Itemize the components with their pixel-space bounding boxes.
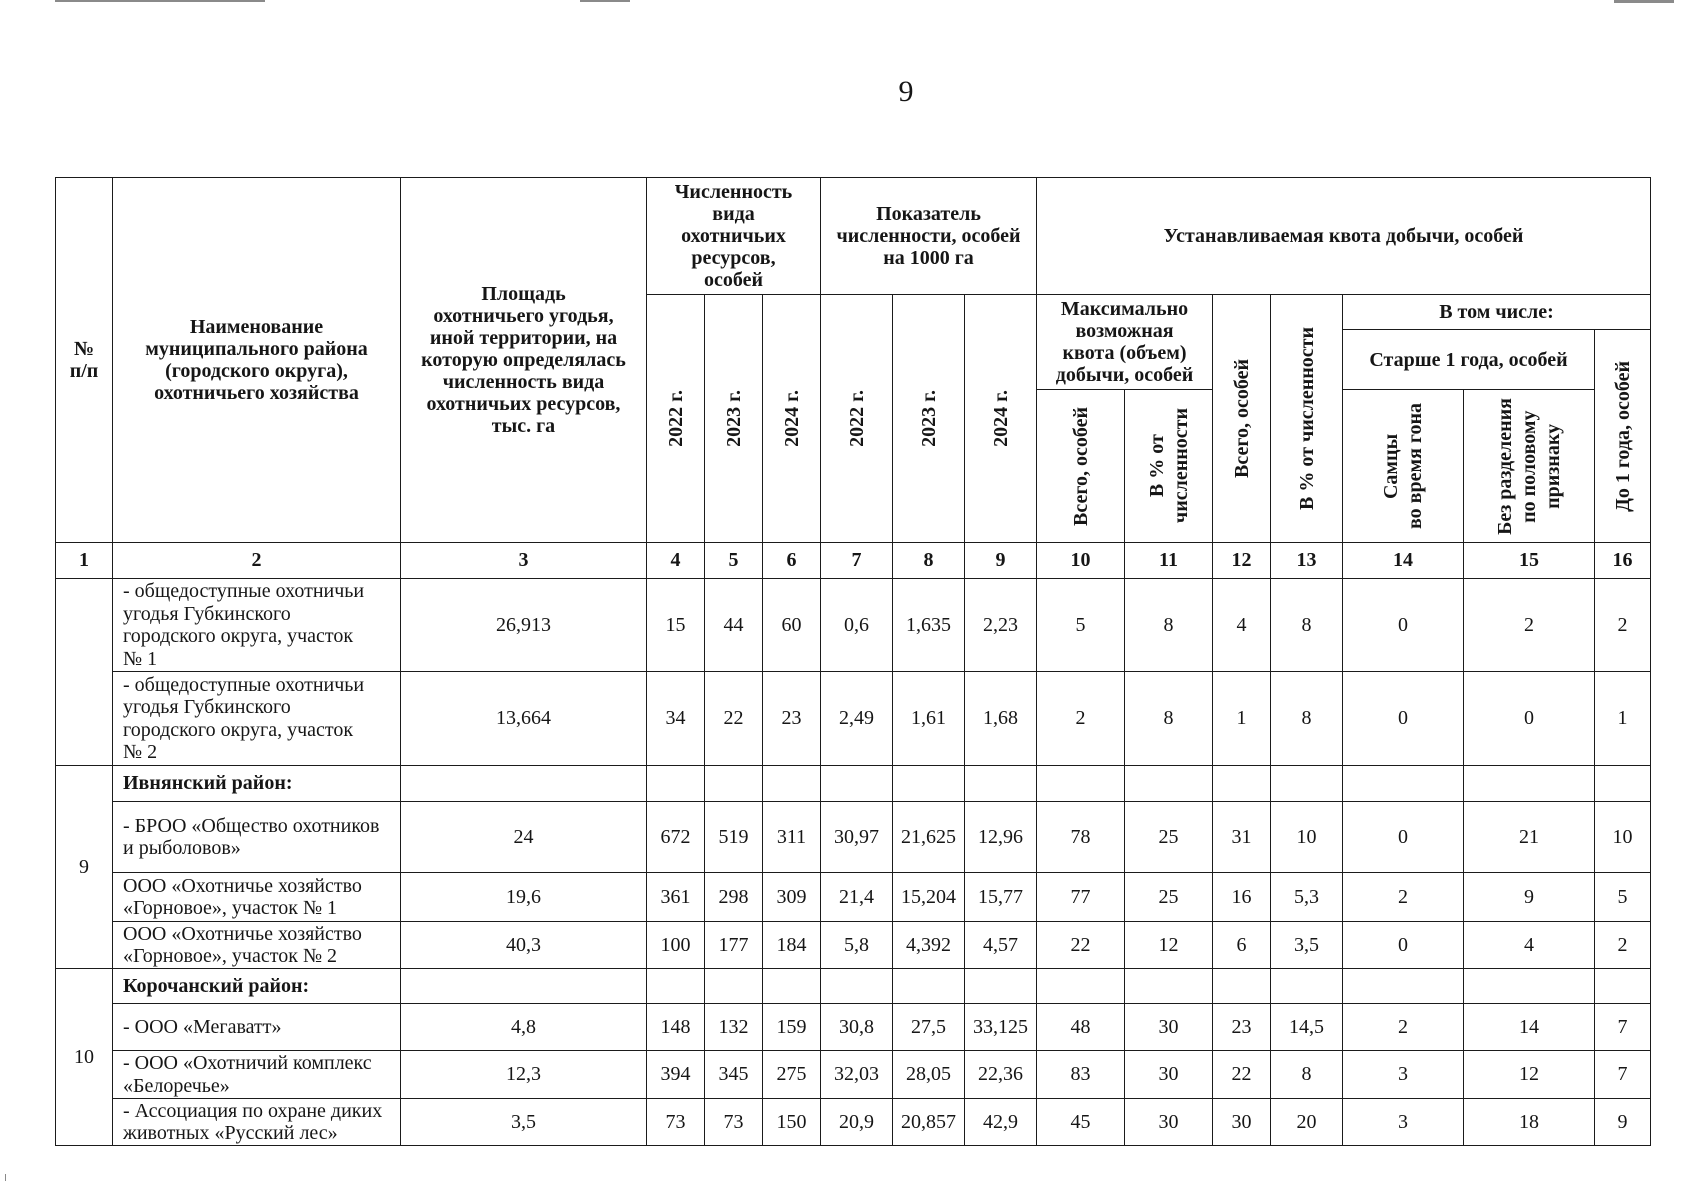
density-2024-cell: 22,36 <box>965 1051 1037 1099</box>
area-cell: 13,664 <box>401 672 647 766</box>
hunting-ground-name-cell: - Ассоциация по охране диких животных «Русский лес» <box>113 1099 401 1146</box>
hunting-ground-name-cell: ООО «Охотничье хозяйство «Горновое», участок № 1 <box>113 873 401 922</box>
column-number-cell: 8 <box>893 543 965 579</box>
density-2022-cell: 30,8 <box>821 1004 893 1051</box>
density-2024-cell: 2,23 <box>965 579 1037 672</box>
density-2023-cell: 27,5 <box>893 1004 965 1051</box>
column-number-cell: 5 <box>705 543 763 579</box>
header-year-label: 2024 г. <box>780 390 803 447</box>
group-number-cell: 9 <box>56 766 113 969</box>
population-2024-cell: 159 <box>763 1004 821 1051</box>
quota-total-cell: 23 <box>1213 1004 1271 1051</box>
column-number-cell: 13 <box>1271 543 1343 579</box>
population-2024-cell: 184 <box>763 922 821 969</box>
population-2023-cell: 44 <box>705 579 763 672</box>
population-2022-cell: 34 <box>647 672 705 766</box>
scan-edge-mark <box>580 0 630 2</box>
population-2022-cell: 73 <box>647 1099 705 1146</box>
scan-edge-mark <box>5 1174 6 1181</box>
district-name-cell: Корочанский район: <box>113 969 401 1004</box>
group-number-cell <box>56 579 113 766</box>
max-quota-total-cell <box>1037 969 1125 1004</box>
area-cell: 3,5 <box>401 1099 647 1146</box>
max-quota-percent-cell: 30 <box>1125 1004 1213 1051</box>
column-number-cell: 15 <box>1464 543 1595 579</box>
header-quota-percent-label: В % от численности <box>1295 327 1318 510</box>
quota-percent-cell <box>1271 969 1343 1004</box>
density-2024-cell: 4,57 <box>965 922 1037 969</box>
no-sex-division-cell <box>1464 969 1595 1004</box>
population-2022-cell <box>647 969 705 1004</box>
max-quota-percent-cell <box>1125 766 1213 802</box>
max-quota-total-cell: 77 <box>1037 873 1125 922</box>
population-2022-cell: 15 <box>647 579 705 672</box>
header-name: Наименование муниципального района (городского округа), охотничьего хозяйства <box>113 178 401 543</box>
population-2023-cell <box>705 969 763 1004</box>
header-no-sex-division <box>1464 390 1595 543</box>
header-quota-percent <box>1271 295 1343 543</box>
quota-percent-cell: 10 <box>1271 802 1343 873</box>
header-max-quota-percent <box>1125 390 1213 543</box>
header-quota-group: Устанавливаемая квота добычи, особей <box>1037 178 1651 295</box>
max-quota-total-cell: 48 <box>1037 1004 1125 1051</box>
area-cell: 19,6 <box>401 873 647 922</box>
column-number-cell: 9 <box>965 543 1037 579</box>
under-one-year-cell: 1 <box>1595 672 1651 766</box>
header-year-label: 2024 г. <box>989 390 1012 447</box>
max-quota-percent-cell: 25 <box>1125 873 1213 922</box>
males-rut-cell: 2 <box>1343 873 1464 922</box>
population-2022-cell: 100 <box>647 922 705 969</box>
header-under-one-year-label: До 1 года, особей <box>1611 360 1634 512</box>
district-name-cell: Ивнянский район: <box>113 766 401 802</box>
population-2024-cell: 309 <box>763 873 821 922</box>
column-number-cell: 4 <box>647 543 705 579</box>
area-cell: 40,3 <box>401 922 647 969</box>
population-2023-cell: 177 <box>705 922 763 969</box>
population-2022-cell: 394 <box>647 1051 705 1099</box>
density-2023-cell: 21,625 <box>893 802 965 873</box>
density-2024-cell: 33,125 <box>965 1004 1037 1051</box>
quota-percent-cell: 14,5 <box>1271 1004 1343 1051</box>
no-sex-division-cell <box>1464 766 1595 802</box>
density-2022-cell: 32,03 <box>821 1051 893 1099</box>
no-sex-division-cell: 4 <box>1464 922 1595 969</box>
column-number-cell: 3 <box>401 543 647 579</box>
column-number-cell: 1 <box>56 543 113 579</box>
header-population-2024 <box>763 295 821 543</box>
header-males-rut <box>1343 390 1464 543</box>
quota-total-cell: 22 <box>1213 1051 1271 1099</box>
quota-total-cell <box>1213 969 1271 1004</box>
hunting-ground-name-cell: - БРОО «Общество охотников и рыболовов» <box>113 802 401 873</box>
column-number-cell: 14 <box>1343 543 1464 579</box>
population-2022-cell: 148 <box>647 1004 705 1051</box>
males-rut-cell: 0 <box>1343 672 1464 766</box>
males-rut-cell <box>1343 969 1464 1004</box>
max-quota-total-cell: 2 <box>1037 672 1125 766</box>
header-older-than-one-year: Старше 1 года, особей <box>1343 330 1595 390</box>
hunting-ground-name-cell: - общедоступные охотничьи угодья Губкинского городского округа, участок № 2 <box>113 672 401 766</box>
under-one-year-cell <box>1595 766 1651 802</box>
area-cell: 24 <box>401 802 647 873</box>
density-2023-cell: 1,635 <box>893 579 965 672</box>
header-quota-total-label: Всего, особей <box>1230 359 1253 478</box>
quota-percent-cell: 8 <box>1271 1051 1343 1099</box>
area-cell: 26,913 <box>401 579 647 672</box>
density-2024-cell: 42,9 <box>965 1099 1037 1146</box>
density-2022-cell: 30,97 <box>821 802 893 873</box>
population-2023-cell: 298 <box>705 873 763 922</box>
under-one-year-cell: 2 <box>1595 579 1651 672</box>
max-quota-percent-cell: 12 <box>1125 922 1213 969</box>
density-2022-cell: 2,49 <box>821 672 893 766</box>
header-no-sex-division-label: Без разделения по половому признаку <box>1494 397 1564 535</box>
population-2024-cell: 23 <box>763 672 821 766</box>
males-rut-cell: 3 <box>1343 1051 1464 1099</box>
density-2023-cell: 4,392 <box>893 922 965 969</box>
header-area: Площадь охотничьего угодья, иной территории, на которую определялась численность вида охотничьих ресурсов, тыс. га <box>401 178 647 543</box>
column-number-cell: 2 <box>113 543 401 579</box>
scan-edge-mark <box>55 0 265 2</box>
header-density-2024 <box>965 295 1037 543</box>
quota-total-cell: 31 <box>1213 802 1271 873</box>
header-density-group: Показатель численности, особей на 1000 га <box>821 178 1037 295</box>
max-quota-percent-cell: 8 <box>1125 672 1213 766</box>
density-2023-cell <box>893 969 965 1004</box>
under-one-year-cell: 7 <box>1595 1051 1651 1099</box>
quota-percent-cell: 8 <box>1271 672 1343 766</box>
group-number-cell: 10 <box>56 969 113 1146</box>
header-population-2023 <box>705 295 763 543</box>
males-rut-cell: 2 <box>1343 1004 1464 1051</box>
density-2023-cell: 15,204 <box>893 873 965 922</box>
population-2023-cell <box>705 766 763 802</box>
no-sex-division-cell: 21 <box>1464 802 1595 873</box>
max-quota-total-cell: 78 <box>1037 802 1125 873</box>
population-2022-cell <box>647 766 705 802</box>
header-max-quota-total-label: Всего, особей <box>1069 406 1092 526</box>
page-number: 9 <box>898 75 914 108</box>
density-2022-cell: 0,6 <box>821 579 893 672</box>
max-quota-percent-cell: 8 <box>1125 579 1213 672</box>
header-quota-total <box>1213 295 1271 543</box>
population-2023-cell: 132 <box>705 1004 763 1051</box>
column-number-cell: 12 <box>1213 543 1271 579</box>
density-2023-cell: 1,61 <box>893 672 965 766</box>
column-number-cell: 16 <box>1595 543 1651 579</box>
header-year-label: 2022 г. <box>664 390 687 447</box>
males-rut-cell: 0 <box>1343 802 1464 873</box>
no-sex-division-cell: 14 <box>1464 1004 1595 1051</box>
area-cell <box>401 766 647 802</box>
area-cell: 12,3 <box>401 1051 647 1099</box>
under-one-year-cell: 2 <box>1595 922 1651 969</box>
population-2022-cell: 672 <box>647 802 705 873</box>
population-2024-cell: 150 <box>763 1099 821 1146</box>
quota-percent-cell: 20 <box>1271 1099 1343 1146</box>
header-males-rut-label: Самцы во время гона <box>1380 402 1426 529</box>
population-2024-cell: 60 <box>763 579 821 672</box>
header-max-quota-percent-label: В % от численности <box>1145 408 1192 524</box>
density-2024-cell: 15,77 <box>965 873 1037 922</box>
max-quota-total-cell: 83 <box>1037 1051 1125 1099</box>
max-quota-total-cell: 22 <box>1037 922 1125 969</box>
max-quota-percent-cell: 25 <box>1125 802 1213 873</box>
max-quota-percent-cell: 30 <box>1125 1099 1213 1146</box>
quota-total-cell: 1 <box>1213 672 1271 766</box>
under-one-year-cell: 9 <box>1595 1099 1651 1146</box>
under-one-year-cell: 10 <box>1595 802 1651 873</box>
hunting-ground-name-cell: - ООО «Охотничий комплекс «Белоречье» <box>113 1051 401 1099</box>
header-including: В том числе: <box>1343 295 1651 330</box>
header-density-2022 <box>821 295 893 543</box>
scan-edge-mark <box>1614 0 1674 3</box>
no-sex-division-cell: 18 <box>1464 1099 1595 1146</box>
area-cell: 4,8 <box>401 1004 647 1051</box>
quota-total-cell: 6 <box>1213 922 1271 969</box>
population-2023-cell: 73 <box>705 1099 763 1146</box>
max-quota-total-cell: 45 <box>1037 1099 1125 1146</box>
no-sex-division-cell: 9 <box>1464 873 1595 922</box>
hunting-ground-name-cell: - общедоступные охотничьи угодья Губкинского городского округа, участок № 1 <box>113 579 401 672</box>
hunting-ground-name-cell: ООО «Охотничье хозяйство «Горновое», участок № 2 <box>113 922 401 969</box>
max-quota-percent-cell: 30 <box>1125 1051 1213 1099</box>
header-row-number: № п/п <box>56 178 113 543</box>
header-year-label: 2023 г. <box>917 390 940 447</box>
header-under-one-year <box>1595 330 1651 543</box>
population-2023-cell: 519 <box>705 802 763 873</box>
column-number-cell: 7 <box>821 543 893 579</box>
quota-total-cell: 30 <box>1213 1099 1271 1146</box>
density-2023-cell: 20,857 <box>893 1099 965 1146</box>
hunting-ground-name-cell: - ООО «Мегаватт» <box>113 1004 401 1051</box>
max-quota-percent-cell <box>1125 969 1213 1004</box>
no-sex-division-cell: 0 <box>1464 672 1595 766</box>
males-rut-cell: 0 <box>1343 579 1464 672</box>
column-number-cell: 6 <box>763 543 821 579</box>
population-2024-cell: 311 <box>763 802 821 873</box>
density-2022-cell: 20,9 <box>821 1099 893 1146</box>
quota-total-cell: 16 <box>1213 873 1271 922</box>
header-year-label: 2022 г. <box>845 390 868 447</box>
density-2023-cell: 28,05 <box>893 1051 965 1099</box>
density-2024-cell: 1,68 <box>965 672 1037 766</box>
density-2024-cell <box>965 969 1037 1004</box>
density-2022-cell <box>821 766 893 802</box>
quota-total-cell: 4 <box>1213 579 1271 672</box>
under-one-year-cell: 5 <box>1595 873 1651 922</box>
area-cell <box>401 969 647 1004</box>
column-number-cell: 10 <box>1037 543 1125 579</box>
population-2024-cell: 275 <box>763 1051 821 1099</box>
density-2022-cell <box>821 969 893 1004</box>
header-year-label: 2023 г. <box>722 390 745 447</box>
column-number-cell: 11 <box>1125 543 1213 579</box>
population-2024-cell <box>763 766 821 802</box>
header-population-2022 <box>647 295 705 543</box>
density-2023-cell <box>893 766 965 802</box>
density-2022-cell: 5,8 <box>821 922 893 969</box>
quota-percent-cell <box>1271 766 1343 802</box>
max-quota-total-cell <box>1037 766 1125 802</box>
males-rut-cell: 0 <box>1343 922 1464 969</box>
under-one-year-cell: 7 <box>1595 1004 1651 1051</box>
max-quota-total-cell: 5 <box>1037 579 1125 672</box>
males-rut-cell <box>1343 766 1464 802</box>
header-population-group: Численность вида охотничьих ресурсов, особей <box>647 178 821 295</box>
no-sex-division-cell: 12 <box>1464 1051 1595 1099</box>
hunting-quota-table <box>55 177 1651 1146</box>
quota-total-cell <box>1213 766 1271 802</box>
density-2022-cell: 21,4 <box>821 873 893 922</box>
header-max-quota: Максимально возможная квота (объем) добычи, особей <box>1037 295 1213 390</box>
header-max-quota-total <box>1037 390 1125 543</box>
quota-percent-cell: 8 <box>1271 579 1343 672</box>
males-rut-cell: 3 <box>1343 1099 1464 1146</box>
under-one-year-cell <box>1595 969 1651 1004</box>
quota-percent-cell: 3,5 <box>1271 922 1343 969</box>
population-2022-cell: 361 <box>647 873 705 922</box>
no-sex-division-cell: 2 <box>1464 579 1595 672</box>
quota-percent-cell: 5,3 <box>1271 873 1343 922</box>
population-2024-cell <box>763 969 821 1004</box>
population-2023-cell: 345 <box>705 1051 763 1099</box>
header-density-2023 <box>893 295 965 543</box>
population-2023-cell: 22 <box>705 672 763 766</box>
density-2024-cell: 12,96 <box>965 802 1037 873</box>
density-2024-cell <box>965 766 1037 802</box>
